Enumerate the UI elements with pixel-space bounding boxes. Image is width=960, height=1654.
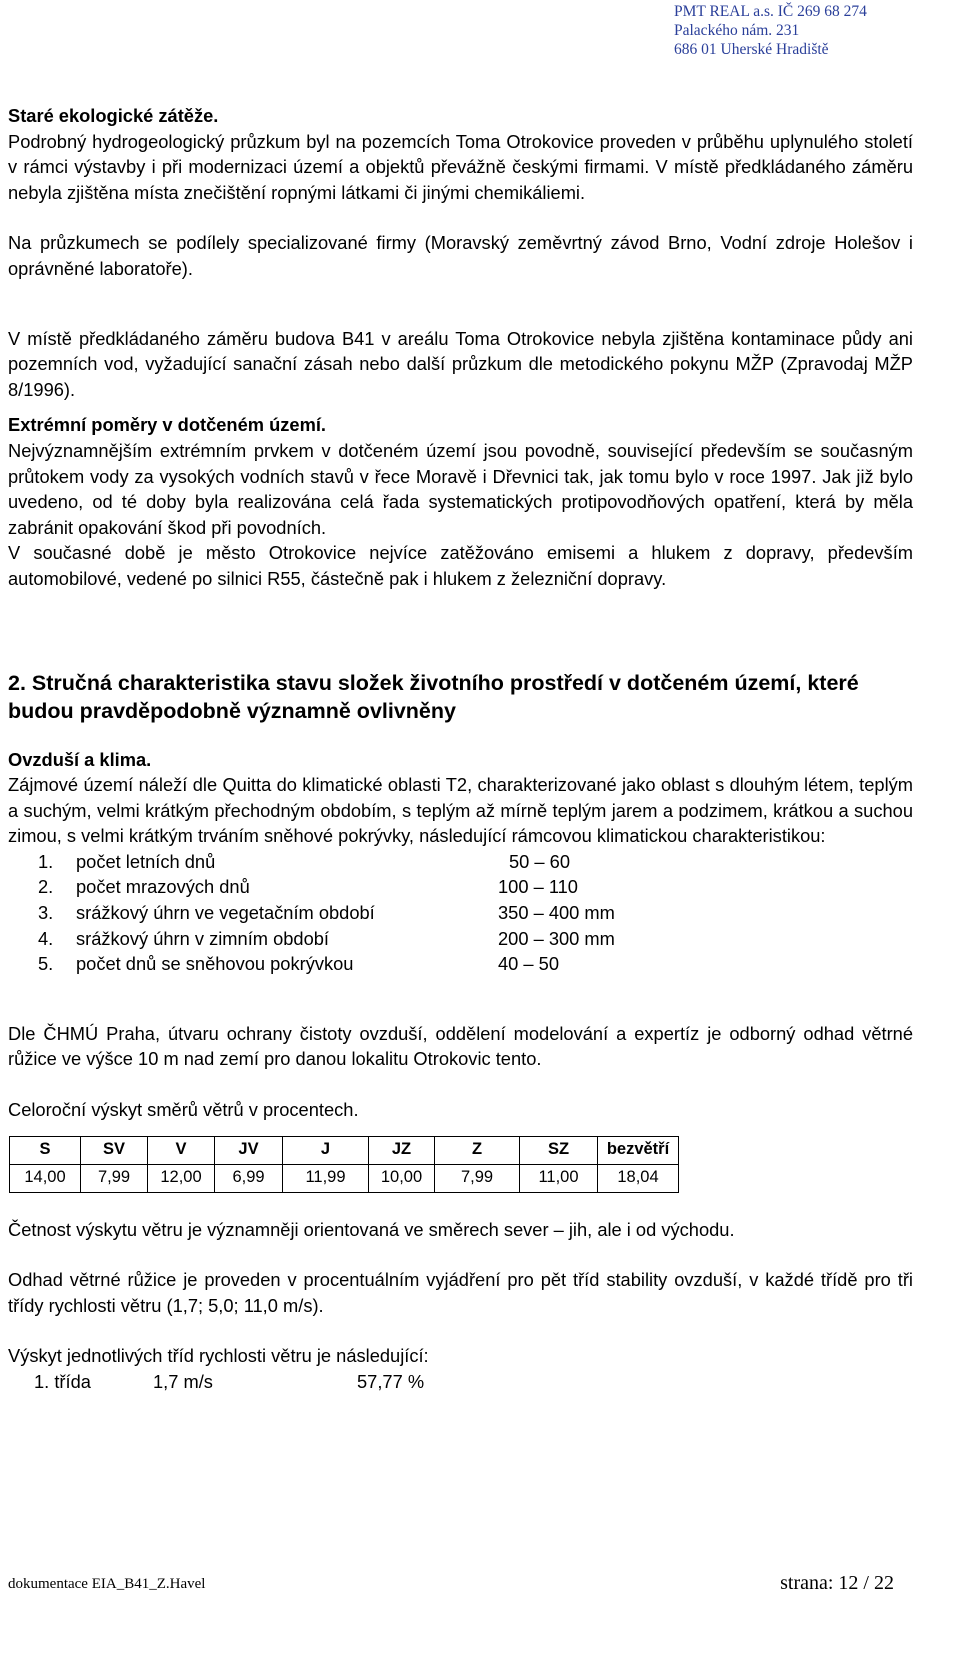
wind-header-cell: JV [215, 1136, 283, 1164]
paragraph-wind-frequency: Četnost výskytu větru je významněji orientovaná ve směrech sever – jih, ale i od východu. [8, 1218, 735, 1240]
paragraph-contamination: V místě předkládaného záměru budova B41 v areálu Toma Otrokovice nebyla zjištěna kontaminace půdy ani pozemních vod, vyžadující sanační zásah nebo další průzkum dle metodického pokynu MŽP (Zpravodaj MŽP 8/1996). [8, 327, 913, 400]
document-body [8, 103, 913, 1395]
wind-header-cell: J [283, 1136, 369, 1164]
paragraph-survey: Podrobný hydrogeologický průzkum byl na pozemcích Toma Otrokovice proveden v průběhu uplynulého století v rámci výstavby i při modernizaci území a objektů převážně českými firmami. V místě předkládaného záměru nebyla zjištěna místa znečištění ropnými látkami či jinými chemikáliemi. [8, 130, 913, 203]
wind-table-caption: Celoroční výskyt směrů větrů v procentech. [8, 1099, 359, 1121]
paragraph-floods: Nejvýznamnějším extrémním prvkem v dotčeném území jsou povodně, související především se současným průtokem vody za vysokých vodních stavů v řece Moravě i Dřevnici tak, jak tomu bylo v roce 1997. Jak již bylo uvedeno, od té doby byla realizována celá řada systematických protipovodňových opatření, která by měla zabránit opakování škod při povodních. [8, 439, 913, 538]
paragraph-speed-classes: Výskyt jednotlivých tříd rychlosti větru je následující: [8, 1345, 429, 1367]
wind-header-cell: bezvětří [598, 1136, 679, 1164]
wind-value-cell: 18,04 [598, 1164, 679, 1192]
speed-class-label: 1. třída [34, 1371, 91, 1392]
heading-extreme: Extrémní poměry v dotčeném území. [8, 414, 326, 436]
footer-document-name: dokumentace EIA_B41_Z.Havel [8, 1576, 206, 1592]
climate-item: 4. srážkový úhrn v zimním období 200 – 300 mm [38, 927, 615, 949]
letterhead-city: 686 01 Uherské Hradiště [674, 41, 829, 58]
climate-item: 3. srážkový úhrn ve vegetačním období 350 – 400 mm [38, 902, 615, 924]
wind-table-value-row [10, 1164, 679, 1192]
heading-old-burdens: Staré ekologické zátěže. [8, 105, 219, 126]
wind-header-cell: V [148, 1136, 215, 1164]
wind-header-cell: S [10, 1136, 81, 1164]
paragraph-traffic: V současné době je město Otrokovice nejvíce zatěžováno emisemi a hlukem z dopravy, především automobilové, vedené po silnici R55, částečně pak i hlukem z železniční dopravy. [8, 542, 913, 589]
letterhead [674, 2, 914, 59]
paragraph-climate: Zájmové území náleží dle Quitta do klimatické oblasti T2, charakterizované jako oblast s dlouhým létem, teplým a suchým, velmi krátkým přechodným obdobím, s teplým až mírně teplým jarem a podzimem, krátkou a suchou zimou, s velmi krátkým trváním sněhové pokrývky, následující rámcovou klimatickou charakteristikou: [8, 774, 913, 847]
wind-table-header-row [10, 1136, 679, 1164]
wind-header-cell: SZ [520, 1136, 598, 1164]
climate-item: 1. počet letních dnů 50 – 60 [38, 850, 570, 872]
letterhead-company: PMT REAL a.s. IČ 269 68 274 [674, 3, 867, 20]
wind-value-cell: 12,00 [148, 1164, 215, 1192]
wind-value-cell: 7,99 [81, 1164, 148, 1192]
wind-header-cell: Z [435, 1136, 520, 1164]
wind-direction-table [9, 1136, 679, 1193]
wind-value-cell: 7,99 [435, 1164, 520, 1192]
climate-item: 5. počet dnů se sněhovou pokrývkou 40 – 50 [38, 953, 559, 975]
speed-class-percent: 57,77 % [357, 1371, 425, 1392]
heading-air-climate: Ovzduší a klima. [8, 748, 152, 770]
footer-page-number: strana: 12 / 22 [780, 1572, 894, 1594]
paragraph-chmu: Dle ČHMÚ Praha, útvaru ochrany čistoty ovzduší, oddělení modelování a expertíz je odborný odhad větrné růžice ve výšce 10 m nad zemí pro danou lokalitu Otrokovic tento. [8, 1022, 913, 1070]
letterhead-street: Palackého nám. 231 [674, 22, 800, 39]
climate-item: 2. počet mrazových dnů 100 – 110 [38, 876, 578, 898]
wind-value-cell: 11,00 [520, 1164, 598, 1192]
wind-header-cell: JZ [369, 1136, 435, 1164]
section-2-heading: 2. Stručná charakteristika stavu složek životního prostředí v dotčeném území, které budou pravděpodobně významně ovlivněny [8, 670, 859, 723]
speed-class-speed: 1,7 m/s [153, 1371, 213, 1392]
wind-value-cell: 14,00 [10, 1164, 81, 1192]
paragraph-wind-rose: Odhad větrné růžice je proveden v procentuálním vyjádření pro pět tříd stability ovzduší, v každé třídě pro tři třídy rychlosti větru (1,7; 5,0; 11,0 m/s). [8, 1269, 913, 1316]
speed-class-row [8, 1369, 913, 1395]
paragraph-firms: Na průzkumech se podílely specializované firmy (Moravský zeměvrtný závod Brno, Vodní zdroje Holešov i oprávněné laboratoře). [8, 232, 913, 279]
climate-list [8, 849, 913, 977]
wind-value-cell: 11,99 [283, 1164, 369, 1192]
wind-value-cell: 6,99 [215, 1164, 283, 1192]
wind-header-cell: SV [81, 1136, 148, 1164]
wind-value-cell: 10,00 [369, 1164, 435, 1192]
